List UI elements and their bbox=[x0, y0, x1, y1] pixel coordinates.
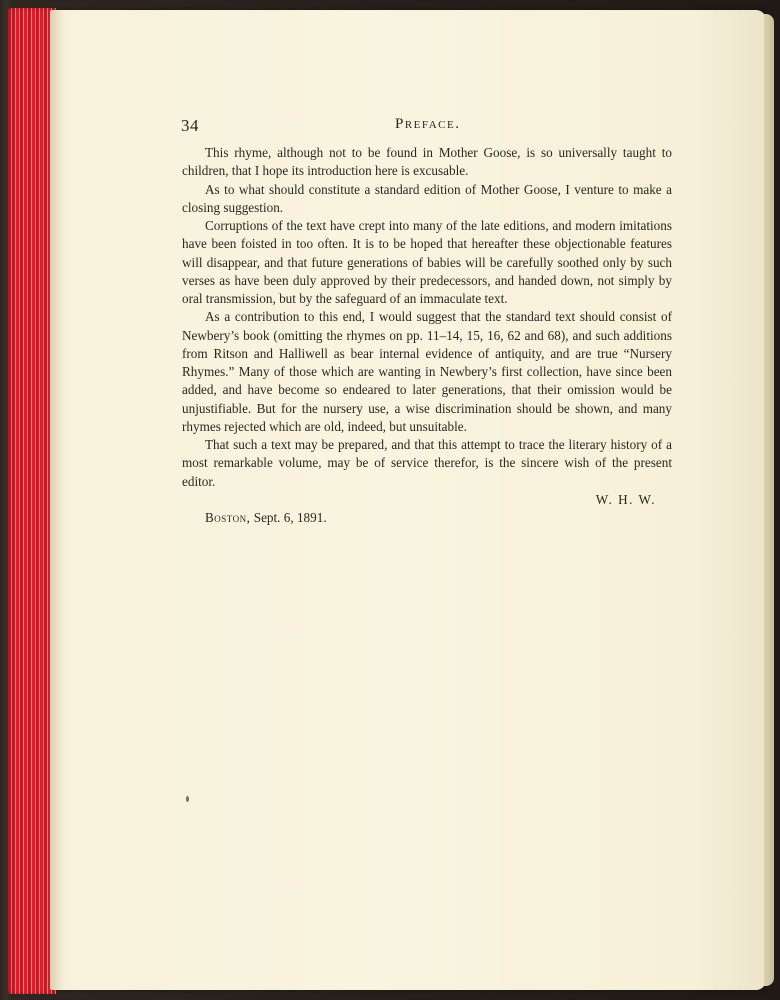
running-head: Preface. bbox=[395, 116, 461, 132]
page-header bbox=[181, 114, 673, 138]
dateline-place: Boston, bbox=[205, 510, 251, 525]
preface-text bbox=[182, 144, 672, 527]
paragraph-3: Corruptions of the text have crept into many of the late editions, and modern imitations have been foisted in too often. It is to be hoped that hereafter these objectionable features will disappear, and that future generations of babies will be carefully soothed only by such verses as have been duly approved by their predecessors, and handed down, not simply by oral transmission, but by the safeguard of an immaculate text. bbox=[182, 218, 672, 306]
dateline bbox=[182, 509, 672, 527]
page-number: 34 bbox=[181, 116, 199, 135]
page-fore-edge bbox=[764, 14, 774, 986]
red-page-edges bbox=[8, 8, 56, 994]
stray-ink-mark bbox=[186, 796, 189, 802]
signature: W. H. W. bbox=[595, 491, 656, 507]
paragraph-2: As to what should constitute a standard edition of Mother Goose, I venture to make a closing suggestion. bbox=[182, 181, 672, 215]
paragraph-1: This rhyme, although not to be found in Mother Goose, is so universally taught to children, that I hope its introduction here is excusable. bbox=[182, 145, 672, 179]
spine-shadow bbox=[50, 10, 64, 990]
paragraph-4: As a contribution to this end, I would suggest that the standard text should consist of Newbery’s book (omitting the rhymes on pp. 11–14, 15, 16, 62 and 68), and such additions from Ritson and Halliwell as bear internal evidence of antiquity, and are true “Nursery Rhymes.” Many of those which are wanting in Newbery’s first collection, have since been added, and have become so endeared to later generations, that their omission would be unjustifiable. But for the nursery use, a wise discrimination should be shown, and many rhymes rejected which are old, indeed, but unsuitable. bbox=[182, 309, 672, 434]
dateline-date: Sept. 6, 1891. bbox=[253, 510, 327, 525]
paragraph-5: That such a text may be prepared, and that this attempt to trace the literary history of a most remarkable volume, may be of service therefor, is the sincere wish of the present editor. bbox=[182, 437, 672, 489]
